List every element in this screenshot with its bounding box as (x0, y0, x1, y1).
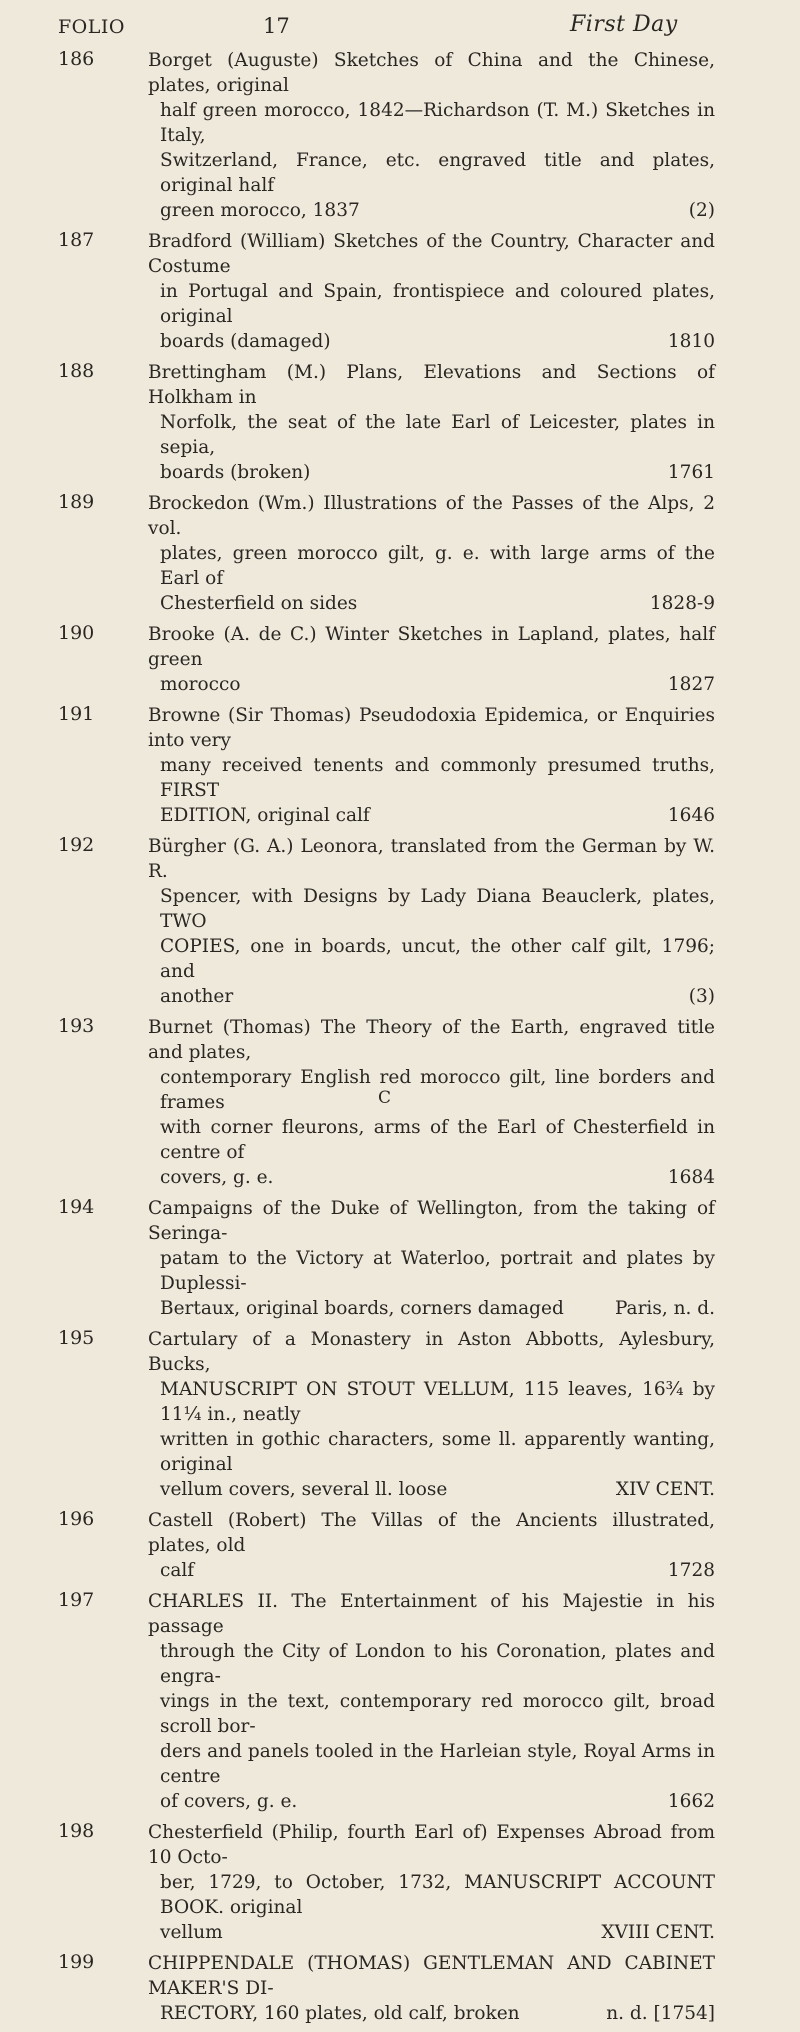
lot-last-line (160, 1296, 715, 1321)
lot-first-line: Brockedon (Wm.) Illustrations of the Passes of the Alps, 2 vol. (148, 493, 715, 539)
lot-last-line (160, 672, 715, 697)
lot-continuation-line: with corner fleurons, arms of the Earl of Chesterfield in centre of (160, 1117, 715, 1163)
lot-entry (0, 1820, 800, 1945)
lot-last-line-text: vellum (160, 1922, 223, 1943)
lot-number: 195 (58, 1327, 95, 1349)
lot-continuation-line: through the City of London to his Coronation, plates and engra- (160, 1641, 715, 1687)
lot-first-line: Borget (Auguste) Sketches of China and the Chinese, plates, original (148, 50, 715, 96)
lot-continuation-line: patam to the Victory at Waterloo, portrait and plates by Duplessi- (160, 1248, 715, 1294)
lot-date: 1728 (667, 1560, 715, 1581)
lot-date: 1662 (667, 1791, 715, 1812)
lot-last-line-text: calf (160, 1560, 195, 1581)
lot-number: 186 (58, 48, 95, 70)
lot-number: 188 (58, 360, 95, 382)
lot-last-line-text: covers, g. e. (160, 1167, 274, 1188)
lot-last-line-text: vellum covers, several ll. loose (160, 1479, 448, 1500)
lot-last-line (160, 198, 715, 223)
lot-first-line: CHARLES II. The Entertainment of his Majestie in his passage (148, 1591, 715, 1637)
lot-last-line (160, 1477, 715, 1502)
lot-last-line-text: morocco (160, 674, 241, 695)
lot-continuation-line: Switzerland, France, etc. engraved title and plates, original half (160, 150, 715, 196)
lot-last-line (160, 1558, 715, 1583)
lot-first-line: Browne (Sir Thomas) Pseudodoxia Epidemica, or Enquiries into very (148, 705, 715, 751)
lot-description (148, 48, 715, 223)
lot-last-line-text: EDITION, original calf (160, 805, 370, 826)
lot-description (148, 229, 715, 354)
lot-number: 197 (58, 1589, 95, 1611)
lot-description (148, 703, 715, 828)
lot-entry (0, 48, 800, 223)
lot-date: 1646 (667, 805, 715, 826)
lot-date: XIV CENT. (615, 1479, 715, 1500)
lot-last-line (160, 460, 715, 485)
lot-description (148, 1196, 715, 1321)
lot-first-line: Castell (Robert) The Villas of the Ancients illustrated, plates, old (148, 1510, 715, 1556)
lot-last-line (160, 329, 715, 354)
lot-description (148, 1508, 715, 1583)
lot-last-line (160, 984, 715, 1009)
signature-mark: C (378, 1088, 392, 1108)
lot-last-line-text: Chesterfield on sides (160, 593, 358, 614)
lot-last-line-text: RECTORY, 160 plates, old calf, broken (160, 2003, 520, 2024)
lot-last-line (160, 1789, 715, 1814)
lot-continuation-line: ders and panels tooled in the Harleian style, Royal Arms in centre (160, 1741, 715, 1787)
lot-first-line: Brettingham (M.) Plans, Elevations and Sections of Holkham in (148, 362, 715, 408)
lot-description (148, 622, 715, 697)
page-header (0, 4, 800, 44)
lot-entry (0, 491, 800, 616)
lot-entry (0, 1589, 800, 1814)
lot-entry (0, 229, 800, 354)
lot-date: 1684 (667, 1167, 715, 1188)
lot-description (148, 1951, 715, 2026)
lot-description (148, 1589, 715, 1814)
lot-date: 1828-9 (649, 593, 715, 614)
page-title: First Day (570, 12, 678, 37)
lot-date: (3) (688, 986, 715, 1007)
lot-number: 191 (58, 703, 95, 725)
lot-last-line (160, 1920, 715, 1945)
lot-continuation-line: vings in the text, contemporary red morocco gilt, broad scroll bor- (160, 1691, 715, 1737)
page-number: 17 (263, 14, 290, 38)
lot-number: 187 (58, 229, 95, 251)
lot-description (148, 360, 715, 485)
lot-entry (0, 622, 800, 697)
lot-date: XVIII CENT. (601, 1922, 715, 1943)
lot-entry (0, 1951, 800, 2026)
lot-last-line (160, 2001, 715, 2026)
lot-last-line (160, 591, 715, 616)
lot-continuation-line: Norfolk, the seat of the late Earl of Leicester, plates in sepia, (160, 412, 715, 458)
lot-entry (0, 1508, 800, 1583)
lot-entry (0, 1015, 800, 1190)
lot-date: 1761 (667, 462, 715, 483)
lot-description (148, 1327, 715, 1502)
lot-last-line-text: green morocco, 1837 (160, 200, 360, 221)
lot-description (148, 1820, 715, 1945)
lot-entry (0, 703, 800, 828)
lot-first-line: Brooke (A. de C.) Winter Sketches in Lapland, plates, half green (148, 624, 715, 670)
lot-continuation-line: plates, green morocco gilt, g. e. with large arms of the Earl of (160, 543, 715, 589)
lot-first-line: Burnet (Thomas) The Theory of the Earth, engraved title and plates, (148, 1017, 715, 1063)
lot-last-line-text: another (160, 986, 234, 1007)
lot-number: 193 (58, 1015, 95, 1037)
lot-continuation-line: COPIES, one in boards, uncut, the other calf gilt, 1796; and (160, 936, 715, 982)
lot-last-line-text: Bertaux, original boards, corners damaged (160, 1298, 564, 1319)
lot-number: 198 (58, 1820, 95, 1842)
lot-description (148, 834, 715, 1009)
lot-number: 196 (58, 1508, 95, 1530)
lot-continuation-line: ber, 1729, to October, 1732, MANUSCRIPT ACCOUNT BOOK. original (160, 1872, 715, 1918)
lot-date: (2) (688, 200, 715, 221)
lot-continuation-line: in Portugal and Spain, frontispiece and coloured plates, original (160, 281, 715, 327)
lot-first-line: CHIPPENDALE (THOMAS) GENTLEMAN AND CABINET MAKER'S DI- (148, 1953, 715, 1999)
lot-list (0, 48, 800, 2032)
lot-date: Paris, n. d. (614, 1298, 715, 1319)
lot-continuation-line: MANUSCRIPT ON STOUT VELLUM, 115 leaves, 16¾ by 11¼ in., neatly (160, 1379, 715, 1425)
lot-first-line: Cartulary of a Monastery in Aston Abbotts, Aylesbury, Bucks, (148, 1329, 715, 1375)
lot-number: 192 (58, 834, 95, 856)
lot-first-line: Bradford (William) Sketches of the Country, Character and Costume (148, 231, 715, 277)
lot-last-line (160, 803, 715, 828)
lot-entry (0, 360, 800, 485)
lot-date: 1810 (667, 331, 715, 352)
lot-number: 190 (58, 622, 95, 644)
lot-date: 1827 (667, 674, 715, 695)
lot-last-line (160, 1165, 715, 1190)
lot-last-line-text: boards (damaged) (160, 331, 331, 352)
lot-continuation-line: contemporary English red morocco gilt, line borders and frames (160, 1067, 715, 1113)
lot-entry (0, 1327, 800, 1502)
lot-number: 194 (58, 1196, 95, 1218)
lot-first-line: Bürgher (G. A.) Leonora, translated from the German by W. R. (148, 836, 715, 882)
lot-description (148, 1015, 715, 1190)
lot-continuation-line: half green morocco, 1842—Richardson (T. M.) Sketches in Italy, (160, 100, 715, 146)
lot-last-line-text: boards (broken) (160, 462, 311, 483)
lot-date: n. d. [1754] (606, 2003, 715, 2024)
lot-description (148, 491, 715, 616)
lot-last-line-text: of covers, g. e. (160, 1791, 298, 1812)
lot-continuation-line: Spencer, with Designs by Lady Diana Beauclerk, plates, TWO (160, 886, 715, 932)
lot-first-line: Campaigns of the Duke of Wellington, from the taking of Seringa- (148, 1198, 715, 1244)
lot-number: 199 (58, 1951, 95, 1973)
lot-entry (0, 834, 800, 1009)
folio-label: FOLIO (58, 16, 125, 38)
lot-entry (0, 1196, 800, 1321)
lot-first-line: Chesterfield (Philip, fourth Earl of) Expenses Abroad from 10 Octo- (148, 1822, 715, 1868)
lot-continuation-line: written in gothic characters, some ll. apparently wanting, original (160, 1429, 715, 1475)
lot-continuation-line: many received tenents and commonly presumed truths, FIRST (160, 755, 715, 801)
lot-number: 189 (58, 491, 95, 513)
